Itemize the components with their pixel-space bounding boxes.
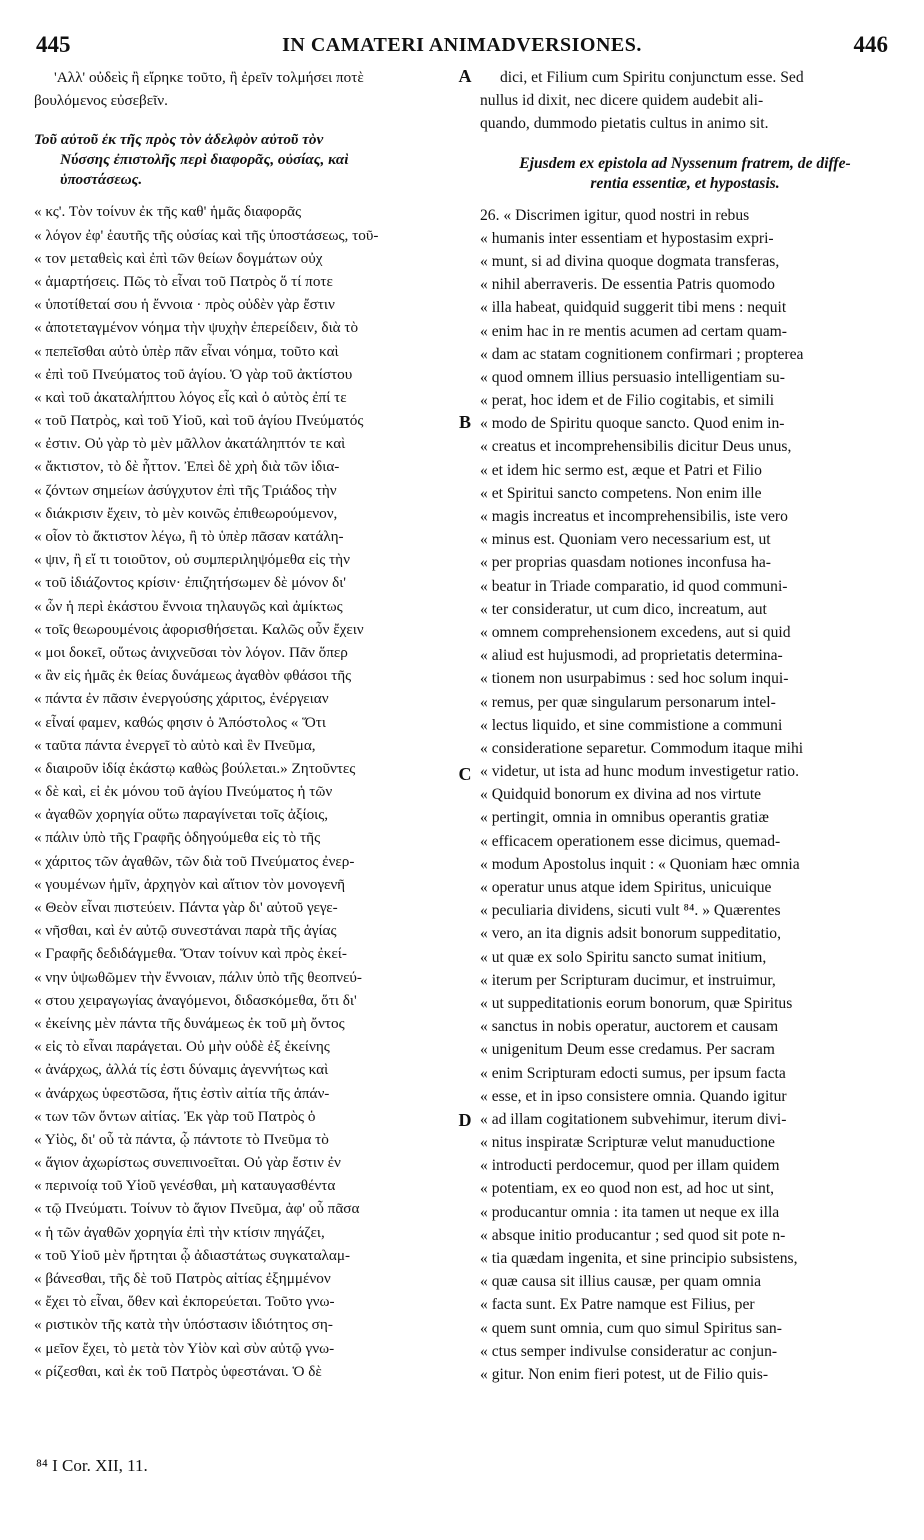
greek-heading-line: Νύσσης ἐπιστολῆς περὶ διαφορᾶς, οὐσίας, καὶ <box>60 151 349 169</box>
greek-text-line: 'Αλλ' οὐδεὶς ἢ εἴρηκε τοῦτο, ἢ ἐρεῖν τολμήσει ποτὲ <box>54 69 364 86</box>
greek-heading-line: Τοῦ αὐτοῦ ἐκ τῆς πρὸς τὸν ἀδελφὸν αὐτοῦ τὸν <box>34 131 324 149</box>
latin-text-line: « beatur in Triade comparatio, id quod communi- <box>480 577 788 595</box>
latin-text-line: « efficacem operationem esse dicimus, quemad- <box>480 832 781 850</box>
latin-text-line: nullus id dixit, nec dicere quidem audebit ali- <box>480 92 764 110</box>
latin-text-line: « tionem non usurpabimus : sed hoc solum inqui- <box>480 670 789 688</box>
greek-text-line: « κς'. Τὸν τοίνυν ἐκ τῆς καθ' ἡμᾶς διαφορᾶς <box>34 203 302 221</box>
latin-body <box>480 204 890 1387</box>
latin-text-line: « ter consideratur, ut cum dico, increatum, aut <box>480 600 767 618</box>
latin-text-line: « sanctus in nobis operatur, auctorem et causam <box>480 1018 779 1036</box>
latin-text-line: « aliud est hujusmodi, ad proprietatis determina- <box>480 647 783 665</box>
greek-column <box>34 66 454 1383</box>
latin-text-line: « esse, et in ipso consistere omnia. Quando igitur <box>480 1087 787 1105</box>
latin-text-line: « vero, an ita dignis adsit bonorum suppeditatio, <box>480 925 782 943</box>
latin-text-line: « lectus liquido, et sine commistione a communi <box>480 716 783 734</box>
latin-text-line: « consideratione separetur. Commodum itaque mihi <box>480 739 804 757</box>
greek-body <box>34 200 454 1383</box>
greek-text-line: « πάντα ἐν πᾶσιν ἐνεργούσης χάριτος, ἐνέργειαν <box>34 690 329 708</box>
greek-text-line: « ριστικὸν τῆς κατὰ τὴν ὑπόστασιν ἰδιότητος ση- <box>34 1316 333 1334</box>
latin-text-line: « enim Scripturam edocti sumus, per ipsum facta <box>480 1064 786 1082</box>
latin-text-line: « pertingit, omnia in omnibus operantis gratiæ <box>480 809 769 827</box>
latin-text-line: « et idem hic sermo est, æque et Patri et Filio <box>480 461 762 479</box>
latin-text-line: « perat, hoc idem et de Filio cogitabis, et simili <box>480 392 775 410</box>
greek-text-line: « ἄκτιστον, τὸ δὲ ἧττον. Ἐπεὶ δὲ χρὴ διὰ τῶν ἰδια- <box>34 458 340 476</box>
greek-text-line: « ἀνάρχως, ἀλλά τίς ἐστι δύναμις ἀγεννήτως καὶ <box>34 1061 329 1079</box>
greek-text-line: « Υἱὸς, δι' οὗ τὰ πάντα, ᾧ πάντοτε τὸ Πνεῦμα τὸ <box>34 1130 329 1148</box>
latin-text-line: « per proprias quasdam notiones inconfusa ha- <box>480 554 772 572</box>
latin-text-line: « unigenitum Deum esse credamus. Per sacram <box>480 1041 775 1059</box>
right-page-number: 446 <box>853 32 888 57</box>
greek-text-line: « ἅγιον ἀχωρίστως συνεπινοεῖται. Οὐ γὰρ ἔστιν ἐν <box>34 1154 341 1172</box>
greek-text-line: « στου χειραγωγίας ἀναγόμενοι, διδασκόμεθα, ὅτι δι' <box>34 991 357 1009</box>
margin-letter-c: C <box>458 764 472 784</box>
latin-heading-line: rentia essentiæ, et hypostasis. <box>590 174 780 192</box>
greek-text-line: βουλόμενος εὐσεβεῖν. <box>34 92 168 110</box>
greek-text-line: « τοῖς θεωρουμένοις ἀφορισθήσεται. Καλῶς οὖν ἔχειν <box>34 620 364 638</box>
margin-letter-b: B <box>458 412 471 432</box>
latin-text-line: « operatur unus atque idem Spiritus, unicuique <box>480 879 772 896</box>
greek-text-line: « μεῖον ἔχει, τὸ μετὰ τὸν Υἱὸν καὶ σὺν αὐτῷ γνω- <box>34 1339 335 1357</box>
latin-text-line: « peculiaria dividens, sicuti vult ⁸⁴. » Quærentes <box>480 902 781 920</box>
greek-heading-line: ὑποστάσεως. <box>60 171 143 189</box>
latin-intro <box>480 66 890 136</box>
margin-letter-d: D <box>458 1110 472 1130</box>
greek-text-line: « ἐπὶ τοῦ Πνεύματος τοῦ ἁγίου. Ὁ γὰρ τοῦ ἀκτίστου <box>34 365 353 383</box>
greek-text-line: « δὲ καὶ, εἰ ἐκ μόνου τοῦ ἁγίου Πνεύματος ἡ τῶν <box>34 783 333 801</box>
latin-text-line: « creatus et incomprehensibilis dicitur Deus unus, <box>480 438 792 456</box>
latin-text-line: « modum Apostolus inquit : « Quoniam hæc omnia <box>480 855 800 873</box>
greek-text-line: « τον μεταθεὶς καὶ ἐπὶ τῶν θείων δογμάτων οὐχ <box>34 249 323 267</box>
greek-text-line: « ἐκείνης μὲν πάντα τῆς δυνάμεως ἐκ τοῦ μὴ ὄντος <box>34 1014 345 1032</box>
latin-text-line: « dam ac statam cognitionem confirmari ; propterea <box>480 345 804 363</box>
latin-heading <box>480 154 890 194</box>
latin-text-line: « remus, per quæ singularum personarum intel- <box>480 693 776 711</box>
latin-text-line: « introducti perdocemur, quod per illam quidem <box>480 1157 780 1175</box>
greek-text-line: « ὑποτίθεταί σου ἡ ἔννοια · πρὸς οὐδὲν γὰρ ἔστιν <box>34 296 335 314</box>
latin-text-line: « illa habeat, quidquid suggerit tibi mens : nequit <box>480 299 787 317</box>
latin-text-line: « absque initio producantur ; sed quod sit pote n- <box>480 1226 786 1244</box>
latin-text-line: « tia quædam ingenita, et sine principio subsistens, <box>480 1250 798 1267</box>
latin-text-line: « quod omnem illius persuasio intelligentiam su- <box>480 368 785 386</box>
latin-text-line: « munt, si ad divina quoque dogmata transferas, <box>480 252 780 270</box>
greek-text-line: « γουμένων ἡμῖν, ἀρχηγὸν καὶ αἴτιον τὸν μονογενῆ <box>34 875 346 893</box>
greek-text-line: « οἷον τὸ ἄκτιστον λέγω, ἢ τὸ ὑπὲρ πᾶσαν κατάλη- <box>34 528 344 545</box>
greek-text-line: « ἐστιν. Οὐ γὰρ τὸ μὲν μᾶλλον ἀκατάληπτόν τε καὶ <box>34 435 346 453</box>
latin-text-line: « omnem comprehensionem excedens, aut si quid <box>480 623 791 641</box>
latin-text-line: « ad illam cogitationem subvehimur, iterum divi- <box>480 1110 787 1128</box>
greek-text-line: « νῆσθαι, καὶ ἐν αὐτῷ συνεστάναι παρὰ τῆς ἁγίας <box>34 922 337 940</box>
greek-text-line: « τῷ Πνεύματι. Τοίνυν τὸ ἅγιον Πνεῦμα, ἀφ' οὗ πᾶσα <box>34 1200 360 1218</box>
latin-text-line: « producantur omnia : ita tamen ut neque ex illa <box>480 1203 780 1221</box>
greek-text-line: « περινοίᾳ τοῦ Υἱοῦ γενέσθαι, μὴ καταυγασθέντα <box>34 1177 336 1195</box>
latin-text-line: « humanis inter essentiam et hypostasim expri- <box>480 229 774 247</box>
latin-text-line: « minus est. Quoniam vero necessarium est, ut <box>480 531 771 549</box>
latin-text-line: « modo de Spiritu quoque sancto. Quod enim in- <box>480 415 785 433</box>
latin-text-line: « magis increatus et incomprehensibilis, iste vero <box>480 508 788 525</box>
greek-text-line: « καὶ τοῦ ἀκαταλήπτου λόγος εἷς καὶ ὁ αὐτὸς ἐπί τε <box>34 388 347 406</box>
latin-text-line: « quæ causa sit illius causæ, per quam omnia <box>480 1273 762 1291</box>
latin-text-line: « Quidquid bonorum ex divina ad nos virtute <box>480 786 762 804</box>
latin-text-line: « gitur. Non enim fieri potest, ut de Filio quis- <box>480 1365 769 1383</box>
greek-text-line: « των τῶν ὄντων αἰτίας. Ἐκ γὰρ τοῦ Πατρὸς ὁ <box>34 1107 316 1125</box>
latin-text-line: « ut suppeditationis eorum bonorum, quæ Spiritus <box>480 994 793 1012</box>
greek-text-line: « πεπεῖσθαι αὐτὸ ὑπὲρ πᾶν εἶναι νόημα, τοῦτο καὶ <box>34 342 339 360</box>
latin-text-line: quando, dummodo pietatis cultus in animo sit. <box>480 115 769 133</box>
greek-text-line: « Θεὸν εἶναι πιστεύειν. Πάντα γὰρ δι' αὐτοῦ γεγε- <box>34 899 338 916</box>
running-title: IN CAMATERI ANIMADVERSIONES. <box>282 34 642 56</box>
greek-text-line: « ἂν εἰς ἡμᾶς ἐκ θείας δυνάμεως ἀγαθὸν φθάσοι τῆς <box>34 667 352 685</box>
page-header <box>36 32 888 62</box>
greek-text-line: « ἀποτεταγμένον νόημα τὴν ψυχὴν ἐπερείδειν, διὰ τὸ <box>34 319 359 337</box>
greek-text-line: « μοι δοκεῖ, οὕτως ἀνιχνεῦσαι τὸν λόγον. Πᾶν ὅπερ <box>34 643 348 661</box>
greek-text-line: « ρίζεσθαι, καὶ ἐκ τοῦ Πατρὸς ὑφεστάναι. Ὁ δὲ <box>34 1362 322 1380</box>
greek-text-line: « ψιν, ἢ εἴ τι τοιοῦτον, οὐ συμπεριληψόμεθα εἰς τὴν <box>34 551 350 569</box>
greek-text-line: « εἰς τὸ εἶναι παράγεται. Οὐ μὴν οὐδὲ ἐξ ἐκείνης <box>34 1038 330 1056</box>
latin-text-line: « nihil aberraveris. De essentia Patris quomodo <box>480 276 775 294</box>
greek-text-line: « ἀγαθῶν χορηγία οὕτω παραγίνεται τοῖς ἀξίοις, <box>34 806 329 824</box>
greek-text-line: « ἀνάρχως ὑφεστῶσα, ἥτις ἐστὶν αἰτία τῆς ἁπάν- <box>34 1084 330 1102</box>
greek-intro <box>34 66 454 112</box>
greek-text-line: « πάλιν ὑπὸ τῆς Γραφῆς ὁδηγούμεθα εἰς τὸ τῆς <box>34 829 321 847</box>
greek-text-line: « τοῦ ἰδιάζοντος κρίσιν· ἐπιζητήσωμεν δὲ μόνον δι' <box>34 574 347 592</box>
greek-text-line: « βάνεσθαι, τῆς δὲ τοῦ Πατρὸς αἰτίας ἐξημμένον <box>34 1270 331 1287</box>
greek-text-line: « ζόντων σημείων ἀσύγχυτον ἐπὶ τῆς Τριάδος τὴν <box>34 481 337 499</box>
latin-text-line: 26. « Discrimen igitur, quod nostri in rebus <box>480 206 750 224</box>
greek-text-line: « χάριτος τῶν ἀγαθῶν, τῶν διὰ τοῦ Πνεύματος ἐνερ- <box>34 852 355 870</box>
greek-text-line: « ἡ τῶν ἀγαθῶν χορηγία ἐπὶ τὴν κτίσιν πηγάζει, <box>34 1223 325 1241</box>
greek-text-line: « ταῦτα πάντα ἐνεργεῖ τὸ αὐτὸ καὶ ἓν Πνεῦμα, <box>34 736 316 754</box>
latin-text-line: « potentiam, ex eo quod non est, ad hoc ut sint, <box>480 1180 775 1198</box>
latin-text-line: « et Spiritui sancto competens. Non enim ille <box>480 484 762 502</box>
latin-text-line: « iterum per Scripturam ducimur, et instruimur, <box>480 971 776 989</box>
latin-column <box>480 66 890 1386</box>
greek-text-line: « νην ὑψωθῶμεν τὴν ἔννοιαν, πάλιν ὑπὸ τῆς θεοπνεύ- <box>34 968 362 986</box>
greek-text-line: « ἔχει τὸ εἶναι, ὅθεν καὶ ἐκπορεύεται. Τοῦτο γνω- <box>34 1293 335 1311</box>
latin-text-line: « nitus inspiratæ Scripturæ velut manuductione <box>480 1134 775 1152</box>
left-page-number: 445 <box>36 32 71 57</box>
latin-text-line: « ctus semper indivulse consideratur ac conjun- <box>480 1342 778 1360</box>
greek-heading <box>34 130 454 190</box>
greek-text-line: « ἁμαρτήσεις. Πῶς τὸ εἶναι τοῦ Πατρὸς ὅ τί ποτε <box>34 272 333 290</box>
greek-text-line: « λόγον ἐφ' ἑαυτῆς τῆς οὐσίας καὶ τῆς ὑποστάσεως, τοῦ- <box>34 226 379 244</box>
latin-text-line: « ut quæ ex solo Spiritu sancto sumat initium, <box>480 948 767 966</box>
latin-text-line: dici, et Filium cum Spiritu conjunctum esse. Sed <box>500 69 804 86</box>
latin-text-line: « videtur, ut ista ad hunc modum investigetur ratio. <box>480 763 799 781</box>
latin-text-line: « facta sunt. Ex Patre namque est Filius, per <box>480 1296 755 1314</box>
latin-text-line: « quem sunt omnia, cum quo simul Spiritus san- <box>480 1319 782 1337</box>
greek-text-line: « ὧν ἡ περὶ ἑκάστου ἔννοια τηλαυγῶς καὶ ἀμίκτως <box>34 597 343 615</box>
greek-text-line: « τοῦ Υἱοῦ μὲν ἤρτηται ᾧ ἀδιαστάτως συγκαταλαμ- <box>34 1246 351 1264</box>
greek-text-line: « τοῦ Πατρὸς, καὶ τοῦ Υἱοῦ, καὶ τοῦ ἁγίου Πνεύματός <box>34 412 364 430</box>
greek-text-line: « διαιροῦν ἰδίᾳ ἑκάστῳ καθὼς βούλεται.» Ζητοῦντες <box>34 759 356 777</box>
margin-letter-a: A <box>458 66 472 86</box>
footnote: ⁸⁴ I Cor. XII, 11. <box>36 1456 148 1475</box>
latin-heading-line: Ejusdem ex epistola ad Nyssenum fratrem, de diffe- <box>519 154 851 172</box>
greek-text-line: « εἶναί φαμεν, καθώς φησιν ὁ Ἀπόστολος « Ὅτι <box>34 713 326 731</box>
greek-text-line: « διάκρισιν ἔχειν, τὸ μὲν κοινῶς ἐπιθεωρούμενον, <box>34 504 338 522</box>
latin-text-line: « enim hac in re mentis acumen ad certam quam- <box>480 322 787 340</box>
greek-text-line: « Γραφῆς δεδιδάγμεθα. Ὅταν τοίνυν καὶ πρὸς ἐκεί- <box>34 945 347 963</box>
